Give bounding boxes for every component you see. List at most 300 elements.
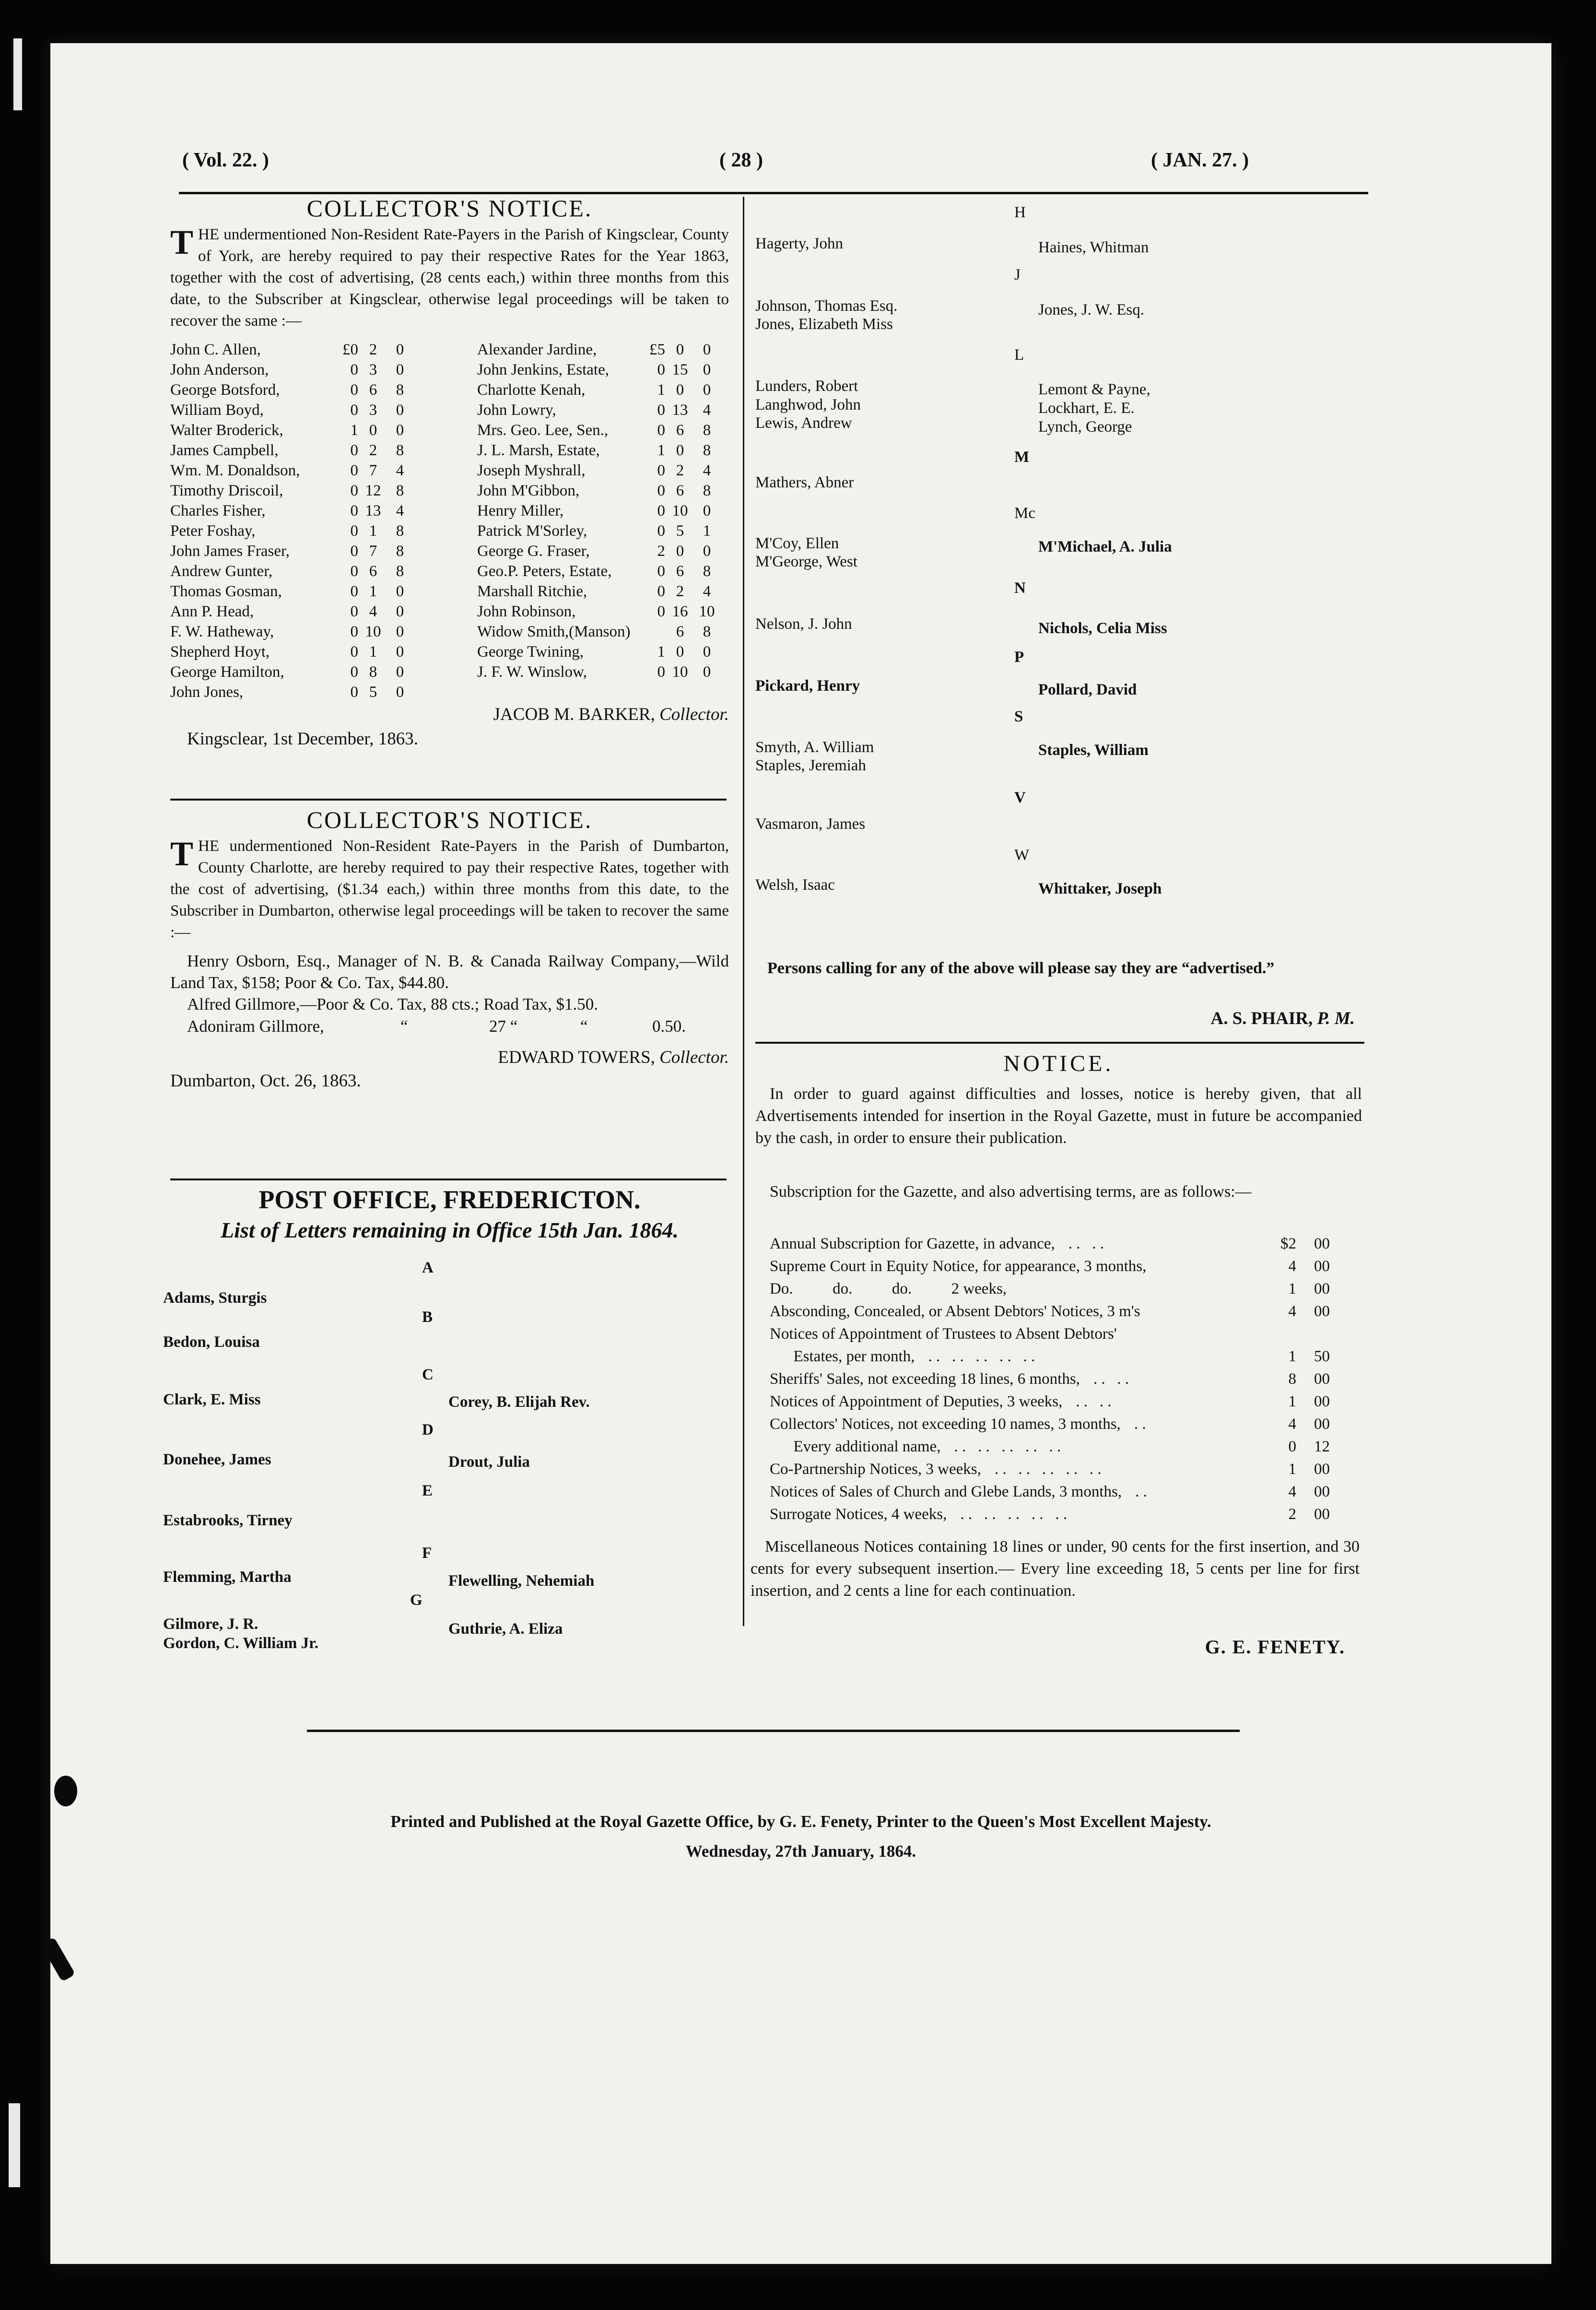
leader-dots: [1140, 1303, 1154, 1320]
ratepayer-row: [170, 622, 439, 642]
amount-pence: 0: [396, 583, 404, 600]
notice-intro: THE undermentioned Non-Resident Rate-Payers in the Parish of Dumbarton, County Charlotte, are hereby required to pay their respective Rates, together with the cost of advertising, ($1.34 each,) within three months from this date, to the Subscriber in Dumbarton, otherwise legal proceedings will be taken to recover the same :—: [170, 835, 729, 941]
amount-pence: 4: [396, 502, 404, 519]
postmaster-role: P. M.: [1317, 1009, 1355, 1028]
rate-cents: 50: [1314, 1348, 1330, 1365]
ratepayer-row: [170, 541, 439, 561]
amount-pence: 0: [703, 341, 711, 358]
ratepayer-list-left: [170, 340, 439, 702]
ratepayer-row: [477, 642, 746, 662]
notice-title: COLLECTOR'S NOTICE.: [306, 806, 593, 833]
amount-pounds: 2: [657, 542, 665, 560]
leader-dots: . . . .: [1093, 1370, 1129, 1388]
leader-dots: [1146, 1258, 1160, 1275]
letter-entry: Drout, Julia: [448, 1453, 530, 1471]
rate-cents: 00: [1314, 1415, 1330, 1433]
rate-item: Do. do. do. 2 weeks,: [770, 1278, 1268, 1300]
amount-shillings: 6: [369, 381, 377, 399]
amount-shillings: 3: [369, 361, 377, 378]
rate-dollars: 4: [1288, 1303, 1296, 1320]
letter-entry: Guthrie, A. Eliza: [448, 1620, 563, 1638]
ratepayer-row: [477, 601, 746, 622]
amount-pounds: 0: [657, 462, 665, 479]
letter-entry: Donehee, James: [163, 1451, 271, 1468]
ratepayer-list-right: [477, 340, 746, 682]
amount-pence: 0: [703, 542, 711, 560]
ratepayer-name: George Twining,: [477, 643, 584, 660]
letter-heading-a: A: [422, 1259, 434, 1276]
amount-pence: 0: [396, 684, 404, 701]
letter-entry: Gilmore, J. R.: [163, 1615, 258, 1633]
ratepayer-name: John Anderson,: [170, 361, 269, 378]
ratepayer-name: John M'Gibbon,: [477, 482, 580, 499]
amount-shillings: 6: [676, 623, 684, 640]
letter-heading-j: J: [1014, 266, 1021, 283]
ratepayer-row: [170, 340, 439, 360]
amount-shillings: 2: [369, 341, 377, 358]
rate-row: [770, 1458, 1369, 1481]
letter-entry: Pollard, David: [1038, 681, 1137, 698]
amount-pence: 8: [396, 482, 404, 499]
amount-pounds: 1: [350, 422, 358, 439]
section-rule: [755, 1042, 1364, 1044]
amount-pounds: 0: [350, 482, 358, 499]
amount-pounds: 0: [350, 462, 358, 479]
rate-row: [770, 1413, 1369, 1436]
rate-row: [770, 1300, 1369, 1323]
amount-shillings: 10: [672, 663, 688, 681]
leader-dots: . .: [1135, 1483, 1147, 1500]
leader-dots: . .: [1134, 1415, 1146, 1433]
rate-row: [770, 1345, 1369, 1368]
amount-shillings: 7: [369, 542, 377, 560]
rate-dollars: 8: [1288, 1370, 1296, 1388]
amount-shillings: 3: [369, 401, 377, 419]
ratepayer-row: [170, 400, 439, 420]
rate-dollars: 4: [1288, 1258, 1296, 1275]
collector-role: Collector.: [659, 705, 729, 724]
amount-pounds: 0: [350, 442, 358, 459]
rate-dollars: 4: [1288, 1483, 1296, 1500]
amount-pence: 0: [396, 623, 404, 640]
ratepayer-row: [170, 561, 439, 581]
amount-pence: 10: [699, 603, 715, 620]
amount-pounds: 0: [350, 381, 358, 399]
amount-shillings: 6: [676, 422, 684, 439]
amount-shillings: 0: [676, 381, 684, 399]
gazette-notice-para3: Miscellaneous Notices containing 18 lines or under, 90 cents for the first insertion, and 30 cents for every subsequent insertion.— Every line exceeding 18, 5 cents per line for first insertion, and 2 cents a line for each continuation.: [751, 1538, 1360, 1600]
ratepayer-name: Henry Miller,: [477, 502, 564, 519]
ratepayer-name: John Lowry,: [477, 401, 556, 419]
ratepayer-name: Charles Fisher,: [170, 502, 266, 519]
amount-pence: 8: [703, 442, 711, 459]
rate-item: Surrogate Notices, 4 weeks, . . . . . . . . . .: [770, 1506, 1068, 1523]
amount-shillings: 2: [369, 442, 377, 459]
letter-entry: Pickard, Henry: [755, 677, 860, 695]
rate-row: [770, 1323, 1369, 1345]
amount-pounds: 0: [657, 482, 665, 499]
leader-dots: . . . . . . . . . .: [928, 1348, 1035, 1365]
ratepayer-name: Geo.P. Peters, Estate,: [477, 563, 612, 580]
amount-pence: 0: [703, 381, 711, 399]
scan-edge: [13, 38, 22, 110]
imprint-line: Printed and Published at the Royal Gazette Office, by G. E. Fenety, Printer to the Queen's Most Excellent Majesty.: [390, 1812, 1211, 1831]
letter-entry: M'George, West: [755, 553, 857, 570]
rate-dollars: 1: [1288, 1280, 1296, 1297]
amount-pence: 8: [396, 442, 404, 459]
letter-heading-g: G: [410, 1591, 422, 1609]
ratepayer-row: [477, 380, 746, 400]
rate-item: Collectors' Notices, not exceeding 10 names, 3 months, . .: [770, 1415, 1146, 1433]
amount-shillings: 0: [676, 442, 684, 459]
post-office-title: POST OFFICE, FREDERICTON.: [258, 1185, 641, 1214]
letter-entry: Smyth, A. William: [755, 739, 874, 756]
imprint-date: Wednesday, 27th January, 1864.: [685, 1842, 916, 1861]
amount-shillings: 15: [672, 361, 688, 378]
rate-dollars: [1268, 1323, 1296, 1345]
letter-entry: Jones, Elizabeth Miss: [755, 316, 893, 333]
ratepayer-row: [170, 440, 439, 460]
ratepayer-name: Charlotte Kenah,: [477, 381, 586, 399]
letter-heading-v: V: [1014, 789, 1026, 806]
letter-entry: Haines, Whitman: [1038, 239, 1149, 256]
amount-pence: 1: [703, 522, 711, 540]
ratepayer-name: John Jones,: [170, 684, 244, 701]
dateline: Kingsclear, 1st December, 1863.: [187, 729, 418, 749]
ratepayer-name: Shepherd Hoyt,: [170, 643, 270, 660]
letter-entry: Lunders, Robert: [755, 377, 858, 395]
ratepayer-name: Marshall Ritchie,: [477, 583, 587, 600]
amount-pounds: 1: [657, 442, 665, 459]
amount-shillings: 10: [672, 502, 688, 519]
letter-entry: Flemming, Martha: [163, 1568, 292, 1586]
leader-dots: [1007, 1280, 1020, 1297]
imprint-rule: [307, 1730, 1240, 1732]
amount-pounds: 1: [657, 381, 665, 399]
rate-cents: 00: [1314, 1393, 1330, 1410]
amount-pence: 0: [396, 663, 404, 681]
letter-entry: Langhwod, John: [755, 396, 861, 413]
rate-dollars: 0: [1288, 1438, 1296, 1455]
collector-role: Collector.: [659, 1048, 729, 1067]
amount-pence: 8: [703, 422, 711, 439]
ratepayer-name: Patrick M'Sorley,: [477, 522, 587, 540]
ratepayer-name: Thomas Gosman,: [170, 583, 282, 600]
amount-pence: 0: [703, 663, 711, 681]
ratepayer-name: Walter Broderick,: [170, 422, 283, 439]
rate-cents: 00: [1314, 1370, 1330, 1388]
collector-name: EDWARD TOWERS,: [498, 1048, 655, 1067]
ratepayer-row: [477, 622, 746, 642]
rate-dollars: 4: [1288, 1415, 1296, 1433]
amount-shillings: 6: [369, 563, 377, 580]
letter-entry: Nichols, Celia Miss: [1038, 620, 1167, 637]
ratepayer-name: Alexander Jardine,: [477, 341, 597, 358]
amount-pence: 0: [703, 361, 711, 378]
rate-dollars: 1: [1288, 1348, 1296, 1365]
letter-entry: M'Michael, A. Julia: [1038, 538, 1172, 555]
dateline: Dumbarton, Oct. 26, 1863.: [170, 1071, 361, 1091]
letter-heading-d: D: [422, 1421, 434, 1438]
ratepayer-name: John James Fraser,: [170, 542, 290, 560]
amount-pounds: [640, 622, 665, 642]
rate-item: Absconding, Concealed, or Absent Debtors' Notices, 3 m's: [770, 1300, 1268, 1323]
advertising-rates-table: [770, 1233, 1369, 1526]
drop-cap: T: [170, 835, 194, 873]
ratepayer-name: George Botsford,: [170, 381, 280, 399]
letter-entry: Mathers, Abner: [755, 474, 854, 491]
signature-line: [170, 1047, 729, 1068]
letter-heading-m: M: [1014, 448, 1030, 466]
rate-item: Estates, per month, . . . . . . . . . .: [770, 1348, 1035, 1365]
letter-heading-w: W: [1014, 847, 1030, 864]
amount-pounds: 0: [657, 583, 665, 600]
section-rule: [170, 799, 727, 801]
amount-pence: 8: [396, 522, 404, 540]
letter-entry: Hagerty, John: [755, 235, 843, 252]
amount-pence: 8: [703, 623, 711, 640]
advertised-note: Persons calling for any of the above will please say they are “advertised.”: [767, 959, 1275, 977]
amount-pounds: 0: [350, 563, 358, 580]
letter-heading-l: L: [1014, 346, 1024, 364]
ratepayer-name: J. L. Marsh, Estate,: [477, 442, 600, 459]
collectors-notice-dumbarton: [170, 806, 729, 1091]
amount-pounds: 0: [657, 522, 665, 540]
leader-dots: . . . .: [1076, 1393, 1112, 1410]
ratepayer-row: [477, 460, 746, 481]
ratepayer-name: F. W. Hatheway,: [170, 623, 274, 640]
ratepayer-row: [477, 440, 746, 460]
amount-pounds: 0: [657, 401, 665, 419]
amount-shillings: 8: [369, 663, 377, 681]
rate-row: [770, 1368, 1369, 1391]
amount-pence: 0: [703, 643, 711, 660]
leader-dots: . . . . . . . . . .: [954, 1438, 1061, 1455]
amount-shillings: 0: [676, 643, 684, 660]
amount-shillings: 1: [369, 583, 377, 600]
rate-cents: 00: [1314, 1303, 1330, 1320]
rate-cents: 12: [1314, 1438, 1330, 1455]
amount-pounds: 0: [657, 422, 665, 439]
rate-cents: 00: [1314, 1461, 1330, 1478]
amount-pounds: 0: [350, 361, 358, 378]
collectors-notice-kingsclear: [170, 194, 729, 749]
notice-intro: THE undermentioned Non-Resident Rate-Payers in the Parish of Kingsclear, County of York, are hereby required to pay their respective Rates for the Year 1863, together with the cost of advertising, (28 cents each,) within three months from this date, to the Subscriber at Kingsclear, otherwise legal proceedings will be taken to recover the same :—: [170, 223, 729, 330]
rate-item: Notices of Appointment of Deputies, 3 weeks, . . . .: [770, 1393, 1112, 1410]
amount-pounds: 0: [350, 401, 358, 419]
ratepayer-row: [170, 380, 439, 400]
dumbarton-entry-adoniram: Adoniram Gillmore, “ 27 “ “ 0.50.: [187, 1017, 686, 1036]
rate-cents: 00: [1314, 1506, 1330, 1523]
amount-pounds: 0: [657, 563, 665, 580]
amount-pence: 4: [703, 462, 711, 479]
gazette-notice-para2: Subscription for the Gazette, and also advertising terms, are as follows:—: [770, 1183, 1252, 1201]
amount-pounds: 0: [657, 361, 665, 378]
section-rule: [170, 1179, 727, 1180]
ratepayer-row: [477, 481, 746, 501]
amount-pounds: 1: [657, 643, 665, 660]
letter-entry: Gordon, C. William Jr.: [163, 1635, 318, 1652]
rate-dollars: $2: [1280, 1235, 1296, 1252]
letter-entry: Corey, B. Elijah Rev.: [448, 1393, 590, 1411]
rate-dollars: 1: [1288, 1393, 1296, 1410]
amount-pence: 0: [396, 401, 404, 419]
ratepayer-row: [170, 682, 439, 702]
letter-entry: Lockhart, E. E.: [1038, 400, 1135, 417]
collector-name: JACOB M. BARKER,: [493, 705, 655, 724]
ratepayer-row: [170, 662, 439, 682]
amount-pence: 8: [396, 542, 404, 560]
ratepayer-row: [170, 601, 439, 622]
ratepayer-name: William Boyd,: [170, 401, 264, 419]
scan-edge: [9, 2103, 20, 2187]
letter-entry: Staples, Jeremiah: [755, 757, 866, 774]
rate-item: Sheriffs' Sales, not exceeding 18 lines, 6 months, . . . .: [770, 1370, 1129, 1388]
ratepayer-row: [170, 501, 439, 521]
ratepayer-row: [170, 642, 439, 662]
rate-cents: 00: [1314, 1483, 1330, 1500]
ratepayer-row: [170, 460, 439, 481]
ratepayer-row: [477, 420, 746, 440]
letter-entry: Whittaker, Joseph: [1038, 880, 1162, 897]
ratepayer-name: John Jenkins, Estate,: [477, 361, 609, 378]
ratepayer-row: [477, 360, 746, 380]
ratepayer-row: [477, 581, 746, 601]
rate-row: [770, 1391, 1369, 1413]
rate-dollars: 2: [1288, 1506, 1296, 1523]
letter-heading-c: C: [422, 1366, 434, 1383]
letter-heading-s: S: [1014, 708, 1023, 725]
dumbarton-entry-osborn: Henry Osborn, Esq., Manager of N. B. & Canada Railway Company,—Wild Land Tax, $158; Poor & Co. Tax, $44.80.: [170, 952, 729, 992]
amount-pence: 0: [396, 341, 404, 358]
amount-pence: 0: [396, 603, 404, 620]
letter-entry: Lemont & Payne,: [1038, 381, 1150, 398]
amount-shillings: 5: [676, 522, 684, 540]
amount-pence: 4: [396, 462, 404, 479]
post-office-subtitle: List of Letters remaining in Office 15th Jan. 1864.: [221, 1218, 679, 1242]
letter-entry: M'Coy, Ellen: [755, 535, 839, 552]
ratepayer-row: [170, 481, 439, 501]
amount-pence: 0: [703, 502, 711, 519]
rate-cents: [1296, 1323, 1330, 1345]
amount-shillings: 0: [369, 422, 377, 439]
ratepayer-name: Peter Foshay,: [170, 522, 256, 540]
amount-shillings: 6: [676, 563, 684, 580]
letter-heading-p: P: [1014, 648, 1024, 666]
letter-heading-h: H: [1014, 204, 1026, 221]
letter-entry: Nelson, J. John: [755, 615, 852, 633]
leader-dots: [1117, 1325, 1130, 1343]
leader-dots: . . . .: [1068, 1235, 1104, 1252]
ratepayer-name: Ann P. Head,: [170, 603, 254, 620]
ratepayer-table: [170, 340, 729, 714]
amount-pounds: £5: [649, 341, 665, 358]
ratepayer-row: [170, 581, 439, 601]
letter-entry: Bedon, Louisa: [163, 1333, 260, 1351]
ratepayer-name: George G. Fraser,: [477, 542, 590, 560]
rate-cents: 00: [1314, 1280, 1330, 1297]
amount-shillings: 13: [672, 401, 688, 419]
ratepayer-row: [477, 501, 746, 521]
ratepayer-name: J. F. W. Winslow,: [477, 663, 587, 681]
rate-row: [770, 1481, 1369, 1503]
amount-pence: 8: [396, 381, 404, 399]
rate-row: [770, 1255, 1369, 1278]
ratepayer-name: Wm. M. Donaldson,: [170, 462, 300, 479]
ratepayer-name: John Robinson,: [477, 603, 576, 620]
amount-shillings: 6: [676, 482, 684, 499]
ratepayer-row: [170, 521, 439, 541]
ratepayer-name: John C. Allen,: [170, 341, 261, 358]
amount-shillings: 1: [369, 522, 377, 540]
amount-pounds: 0: [657, 603, 665, 620]
leader-dots: . . . . . . . . . .: [994, 1461, 1102, 1478]
rate-item: Every additional name, . . . . . . . . . .: [770, 1438, 1061, 1455]
ratepayer-name: Timothy Driscoil,: [170, 482, 283, 499]
amount-pounds: 0: [350, 643, 358, 660]
amount-shillings: 5: [369, 684, 377, 701]
letter-entry: Lynch, George: [1038, 418, 1132, 436]
ratepayer-name: Andrew Gunter,: [170, 563, 273, 580]
rate-dollars: 1: [1288, 1461, 1296, 1478]
letter-heading-mc: Mc: [1014, 505, 1035, 522]
amount-pounds: 0: [350, 603, 358, 620]
ink-blot: [54, 1776, 77, 1806]
amount-shillings: 2: [676, 583, 684, 600]
ratepayer-row: [477, 561, 746, 581]
drop-cap: T: [170, 223, 194, 261]
ratepayer-row: [477, 521, 746, 541]
amount-shillings: 10: [365, 623, 381, 640]
amount-pounds: 0: [350, 502, 358, 519]
letter-entry: Estabrooks, Tirney: [163, 1512, 293, 1529]
letter-entry: Flewelling, Nehemiah: [448, 1572, 595, 1590]
page-number: ( 28 ): [719, 149, 763, 171]
amount-pence: 0: [396, 422, 404, 439]
ratepayer-row: [477, 541, 746, 561]
letter-heading-f: F: [422, 1544, 432, 1562]
letter-heading-n: N: [1014, 579, 1026, 597]
gazette-notice-para1: In order to guard against difficulties and losses, notice is hereby given, that all Advertisements intended for insertion in the Royal Gazette, must in future be accompanied by the cash, in order to ensure their publication.: [755, 1085, 1362, 1147]
amount-pence: 8: [703, 482, 711, 499]
rate-row: [770, 1436, 1369, 1458]
dumbarton-entry-alfred: Alfred Gillmore,—Poor & Co. Tax, 88 cts.; Road Tax, $1.50.: [187, 995, 598, 1014]
amount-shillings: 12: [365, 482, 381, 499]
amount-pence: 0: [396, 643, 404, 660]
ratepayer-row: [477, 662, 746, 682]
postmaster-signature: [986, 1008, 1355, 1029]
amount-shillings: 0: [676, 341, 684, 358]
rate-item: Co-Partnership Notices, 3 weeks, . . . . . . . . . .: [770, 1461, 1102, 1478]
letter-entry: Clark, E. Miss: [163, 1391, 261, 1408]
leader-dots: . . . . . . . . . .: [960, 1506, 1068, 1523]
ratepayer-name: Joseph Myshrall,: [477, 462, 586, 479]
rate-row: [770, 1278, 1369, 1300]
ratepayer-row: [170, 360, 439, 380]
amount-pounds: 0: [350, 542, 358, 560]
ratepayer-name: Mrs. Geo. Lee, Sen.,: [477, 422, 609, 439]
letter-heading-b: B: [422, 1308, 433, 1326]
amount-pounds: 0: [350, 583, 358, 600]
newspaper-page: [50, 43, 1551, 2264]
ratepayer-row: [170, 420, 439, 440]
printer-signature: G. E. FENETY.: [1205, 1636, 1345, 1658]
amount-shillings: 4: [369, 603, 377, 620]
ratepayer-name: James Campbell,: [170, 442, 279, 459]
rate-row: [770, 1503, 1369, 1526]
letter-entry: Lewis, Andrew: [755, 414, 852, 432]
rate-item: Notices of Appointment of Trustees to Absent Debtors': [770, 1323, 1268, 1345]
